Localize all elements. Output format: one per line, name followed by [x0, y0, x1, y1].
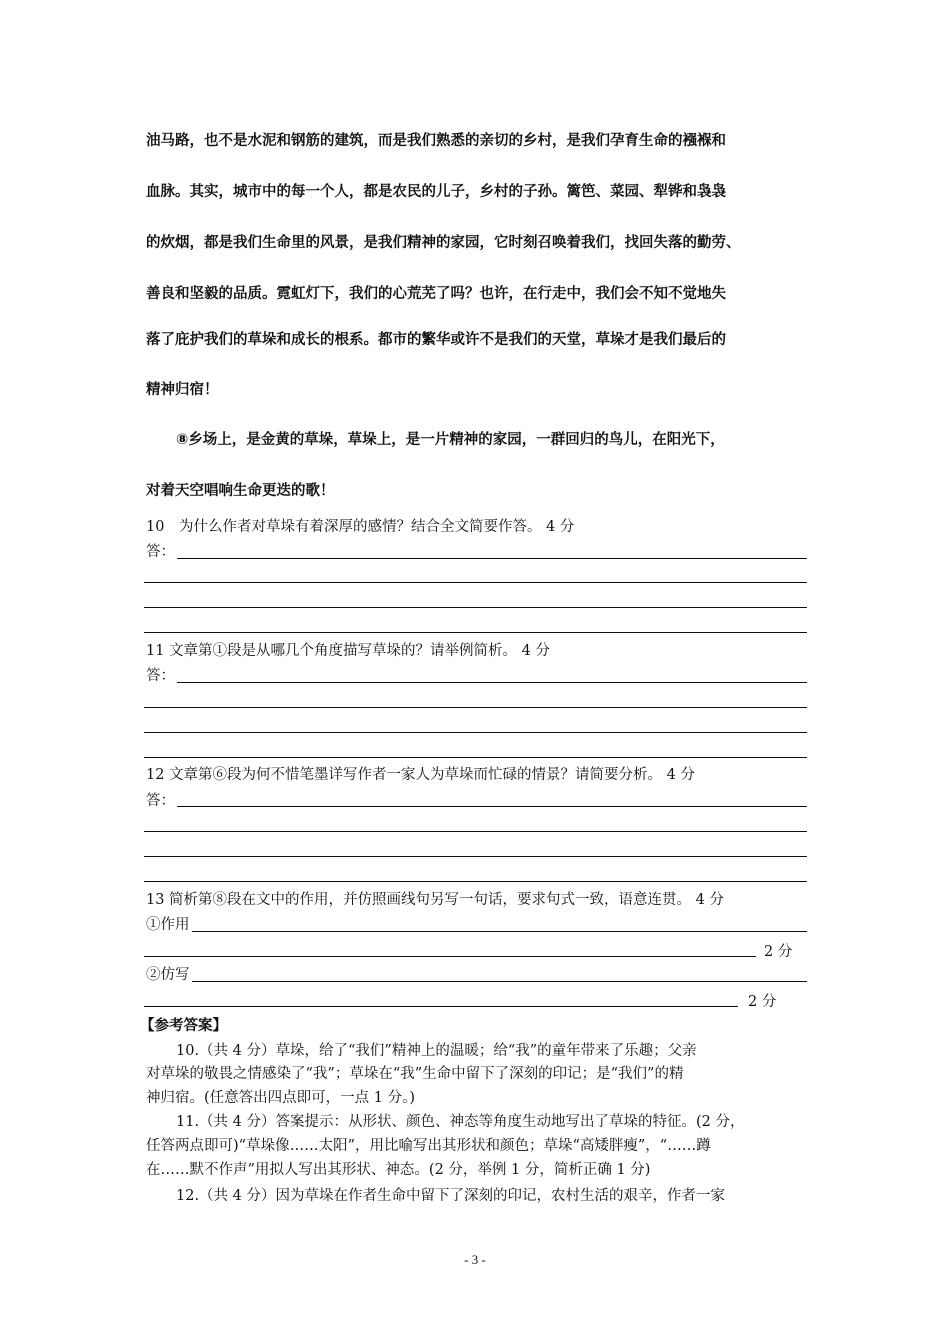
- answers-heading: 【参考答案】: [140, 1017, 227, 1034]
- part2-score: 2 分: [748, 994, 777, 1010]
- answer-text-line: 任答两点即可)“草垛像……太阳”，用比喻写出其形状和颜色；草垛“高矮胖瘦”，“……蹲: [146, 1138, 711, 1154]
- answer-text-line: 在……默不作声”用拟人写出其形状、神态。(2 分，举例 1 分，简析正确 1 分): [146, 1162, 651, 1178]
- page-number: - 3 -: [464, 1252, 486, 1267]
- passage-line: 落了庇护我们的草垛和成长的根系。都市的繁华或许不是我们的天堂，草垛才是我们最后的: [146, 332, 726, 348]
- answer-line[interactable]: [144, 881, 807, 882]
- answer-line[interactable]: [177, 682, 807, 683]
- question-11: 11 文章第①段是从哪几个角度描写草垛的？请举例简析。 4 分: [146, 643, 551, 659]
- answer-line[interactable]: [144, 582, 807, 583]
- question-12: 12 文章第⑥段为何不惜笔墨详写作者一家人为草垛而忙碌的情景？请简要分析。 4 分: [146, 767, 696, 783]
- part1-label: ①作用: [146, 917, 190, 933]
- answer-line[interactable]: [144, 707, 807, 708]
- answer-label-10: 答：: [146, 544, 175, 560]
- answer-line[interactable]: [144, 856, 807, 857]
- answer-text-line: 神归宿。(任意答出四点即可，一点 1 分。): [146, 1090, 416, 1106]
- answer-line[interactable]: [144, 956, 756, 957]
- question-13: 13 简析第⑧段在文中的作用，并仿照画线句另写一句话，要求句式一致，语意连贯。 4 分: [146, 892, 724, 908]
- passage-line: 的炊烟，都是我们生命里的风景，是我们精神的家园，它时刻召唤着我们，找回失落的勤劳、: [146, 235, 741, 251]
- answer-text-line: 12.（共 4 分）因为草垛在作者生命中留下了深刻的印记，农村生活的艰辛，作者一家: [176, 1188, 726, 1204]
- answer-line[interactable]: [144, 1006, 738, 1007]
- passage-line: 血脉。其实，城市中的每一个人，都是农民的儿子，乡村的子孙。篱笆、菜园、犁铧和袅袅: [146, 184, 726, 200]
- answer-line[interactable]: [192, 981, 807, 982]
- answer-text-line: 10.（共 4 分）草垛，给了“我们”精神上的温暖；给“我”的童年带来了乐趣；父亲: [176, 1043, 697, 1059]
- passage-line: 油马路，也不是水泥和钢筋的建筑，而是我们熟悉的亲切的乡村，是我们孕育生命的襁褓和: [146, 133, 726, 149]
- part1-score: 2 分: [764, 944, 793, 960]
- answer-line[interactable]: [144, 632, 807, 633]
- passage-line: 精神归宿！: [146, 382, 219, 398]
- question-10: 10 为什么作者对草垛有着深厚的感情？结合全文简要作答。 4 分: [146, 519, 575, 535]
- answer-line[interactable]: [177, 558, 807, 559]
- answer-line[interactable]: [144, 607, 807, 608]
- answer-text-line: 11.（共 4 分）答案提示：从形状、颜色、神态等角度生动地写出了草垛的特征。(2 分，: [176, 1114, 745, 1130]
- answer-line[interactable]: [192, 931, 807, 932]
- answer-line[interactable]: [144, 831, 807, 832]
- answer-label-11: 答：: [146, 668, 175, 684]
- answer-line[interactable]: [177, 806, 807, 807]
- passage-line: 对着天空唱响生命更迭的歌！: [146, 483, 335, 499]
- answer-line[interactable]: [144, 757, 807, 758]
- answer-label-12: 答：: [146, 793, 175, 809]
- part2-label: ②仿写: [146, 967, 190, 983]
- answer-line[interactable]: [144, 732, 807, 733]
- passage-paragraph-8: ⑧乡场上，是金黄的草垛，草垛上，是一片精神的家园，一群回归的鸟儿，在阳光下，: [176, 432, 725, 448]
- answer-text-line: 对草垛的敬畏之情感染了“我”；草垛在“我”生命中留下了深刻的印记；是“我们”的精: [146, 1066, 684, 1082]
- passage-line: 善良和坚毅的品质。霓虹灯下，我们的心荒芜了吗？也许，在行走中，我们会不知不觉地失: [146, 286, 726, 302]
